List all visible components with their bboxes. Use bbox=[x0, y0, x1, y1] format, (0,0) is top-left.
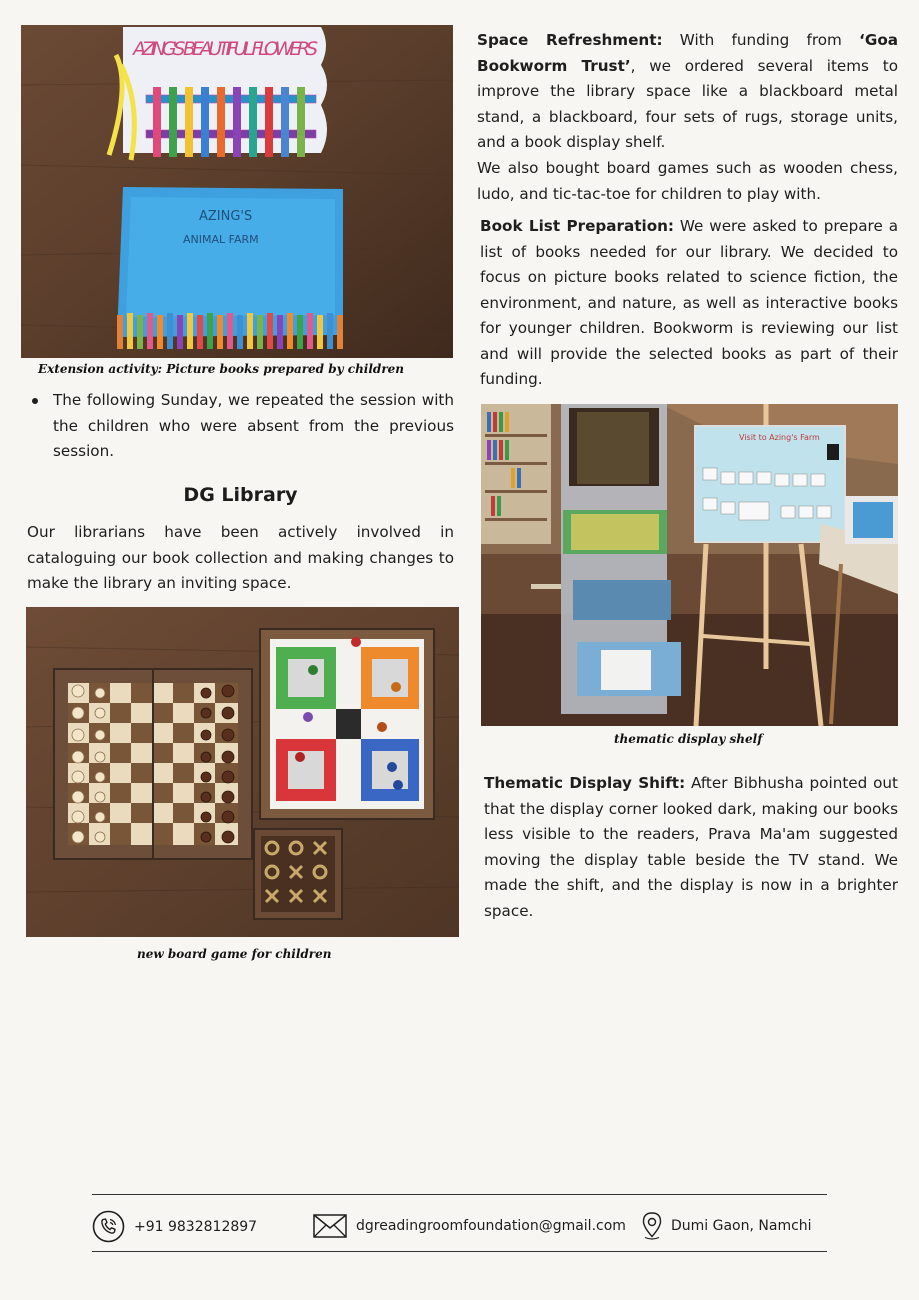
board-games-caption: new board game for children bbox=[137, 947, 332, 961]
board-games-purchase-paragraph: We also bought board games such as wooden chess, ludo, and tic-tac-toe for children to play with. bbox=[477, 159, 898, 203]
animal-farm-title-1: AZING'S bbox=[199, 209, 253, 224]
footer-top-rule bbox=[92, 1194, 827, 1195]
picture-books-photo bbox=[21, 25, 453, 358]
footer-location-text: Dumi Gaon, Namchi bbox=[671, 1218, 812, 1234]
book-list-paragraph bbox=[480, 214, 898, 393]
book-list-text: We were asked to prepare a list of books needed for our library. We decided to focus on picture books related to science fiction, the environment, and nature, as well as interactive books for younger children. Bookworm is reviewing our list and will provide the selected books as part of their funding. bbox=[480, 217, 898, 388]
dg-library-body: Our librarians have been actively involved in cataloguing our book collection and making changes to make the library an inviting space. bbox=[27, 523, 454, 592]
space-refreshment-funder: ‘Goa Bookworm Trust’ bbox=[477, 31, 898, 75]
bullet-item: The following Sunday, we repeated the session with the children who were absent from the previous session. bbox=[27, 388, 454, 465]
footer-phone-text: +91 9832812897 bbox=[134, 1218, 258, 1235]
display-board-title: Visit to Azing's Farm bbox=[739, 433, 820, 442]
book-list-title: Book List Preparation: bbox=[480, 217, 675, 235]
dg-library-heading: DG Library bbox=[183, 484, 298, 506]
animal-farm-title-2: ANIMAL FARM bbox=[183, 233, 259, 246]
mail-icon bbox=[313, 1214, 347, 1238]
space-refreshment-text-2: , we ordered several items to improve the library space like a blackboard metal stand, a blackboard, four sets of rugs, storage units, and a book display shelf. bbox=[477, 56, 898, 151]
footer-location bbox=[642, 1212, 812, 1240]
footer-phone[interactable] bbox=[92, 1210, 257, 1243]
footer-bottom-rule bbox=[92, 1251, 827, 1252]
thematic-shift-title: Thematic Display Shift: bbox=[484, 774, 686, 792]
location-pin-icon bbox=[642, 1212, 662, 1240]
space-refreshment-text-1: With funding from bbox=[662, 31, 860, 49]
footer-email-text: dgreadingroomfoundation@gmail.com bbox=[356, 1218, 626, 1234]
footer-email[interactable] bbox=[313, 1214, 626, 1238]
thematic-shift-text: After Bibhusha pointed out that the display corner looked dark, making our books less visible to the readers, Prava Ma'am suggested moving the display table beside the TV stand. We made the shift, and the display is now in a brighter space. bbox=[484, 774, 898, 920]
phone-icon bbox=[92, 1210, 125, 1243]
flowers-book-title: AZING'S BEAUTIFUL FLOWERS bbox=[133, 38, 318, 60]
thematic-shift-paragraph bbox=[484, 771, 898, 924]
board-games-photo bbox=[26, 607, 459, 937]
bullet-list bbox=[27, 388, 454, 465]
display-shelf-caption: thematic display shelf bbox=[614, 732, 763, 746]
space-refreshment-paragraph bbox=[477, 28, 898, 156]
display-shelf-photo bbox=[481, 404, 898, 726]
picture-books-caption: Extension activity: Picture books prepared by children bbox=[38, 362, 404, 376]
space-refreshment-title: Space Refreshment: bbox=[477, 31, 663, 49]
